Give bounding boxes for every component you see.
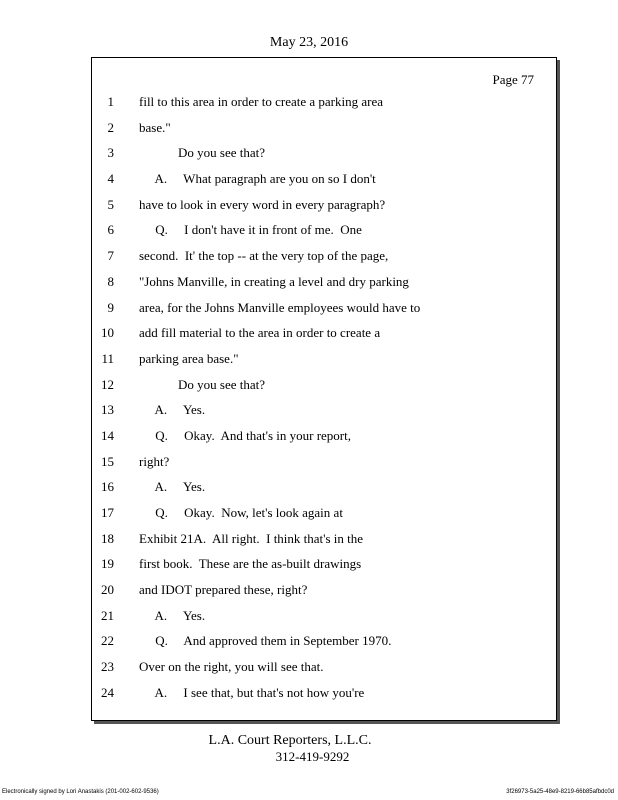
line-number: 9 [107,299,114,315]
transcript-line [92,377,556,403]
line-text: area, for the Johns Manville employees would have to [139,299,421,315]
transcript-line [92,454,556,480]
transcript-line [92,94,556,120]
line-text: and IDOT prepared these, right? [139,582,308,598]
line-text: Exhibit 21A. All right. I think that's in the [139,530,364,546]
document-id: 3f26973-5a25-48e9-8219-66b85afbdc0d [506,789,614,795]
line-number: 15 [101,453,114,469]
line-text: Do you see that? [139,145,266,161]
transcript-line [92,428,556,454]
line-number: 10 [101,325,114,341]
transcript-line [92,608,556,634]
line-text: A. What paragraph are you on so I don't [139,171,376,187]
line-number: 12 [101,376,114,392]
transcript-line [92,531,556,557]
footer-company: L.A. Court Reporters, L.L.C. [208,733,372,748]
line-number: 2 [107,119,114,135]
transcript-line [92,248,556,274]
line-number: 4 [107,171,114,187]
line-number: 19 [101,556,114,572]
transcript-page [91,57,557,721]
line-text: "Johns Manville, in creating a level and dry parking [139,273,409,289]
line-number: 13 [101,402,114,418]
header-date: May 23, 2016 [269,35,349,50]
line-number: 24 [101,684,114,700]
transcript-lines [92,94,556,711]
transcript-line [92,659,556,685]
line-number: 8 [107,273,114,289]
line-text: A. Yes. [139,607,206,623]
line-number: 7 [107,248,114,264]
line-number: 22 [101,633,114,649]
transcript-line [92,274,556,300]
line-text: A. I see that, but that's not how you're [139,684,365,700]
line-text: have to look in every word in every paragraph? [139,196,386,212]
line-text: Do you see that? [139,376,266,392]
line-text: Q. Okay. Now, let's look again at [139,505,343,520]
transcript-line [92,300,556,326]
line-text: Q. Okay. And that's in your report, [139,427,351,443]
transcript-line [92,145,556,171]
line-number: 5 [107,196,114,212]
line-number: 11 [101,350,114,366]
line-number: 14 [101,427,114,443]
line-text: fill to this area in order to create a parking area [139,94,383,109]
line-text: first book. These are the as-built drawings [139,556,362,572]
line-text: base." [139,119,171,135]
line-text: Q. And approved them in September 1970. [139,633,392,649]
transcript-line [92,222,556,248]
transcript-line [92,171,556,197]
transcript-line [92,633,556,659]
line-text: A. Yes. [139,479,206,495]
transcript-line [92,325,556,351]
line-text: parking area base." [139,350,239,366]
footer-phone: 312-419-9292 [275,749,350,764]
line-number: 16 [101,479,114,495]
line-text: second. It' the top -- at the very top of the page, [139,248,389,264]
line-number: 1 [107,94,114,109]
line-number: 3 [107,145,114,161]
line-text: right? [139,453,170,469]
electronic-signature: Electronically signed by Lori Anastakis (201-002-602-9536) [2,789,159,795]
transcript-line [92,479,556,505]
line-text: Over on the right, you will see that. [139,659,324,675]
transcript-line [92,351,556,377]
transcript-line [92,556,556,582]
transcript-line [92,582,556,608]
line-number: 20 [101,582,114,598]
line-number: 6 [107,222,114,238]
page-number: Page 77 [492,72,534,87]
line-text: Q. I don't have it in front of me. One [139,222,362,238]
transcript-line [92,402,556,428]
transcript-line [92,197,556,223]
line-number: 23 [101,659,114,675]
transcript-line [92,685,556,711]
line-text: A. Yes. [139,402,206,418]
transcript-line [92,505,556,531]
line-number: 17 [101,505,114,520]
line-number: 21 [101,607,114,623]
line-number: 18 [101,530,114,546]
line-text: add fill material to the area in order to create a [139,325,381,341]
transcript-line [92,120,556,146]
